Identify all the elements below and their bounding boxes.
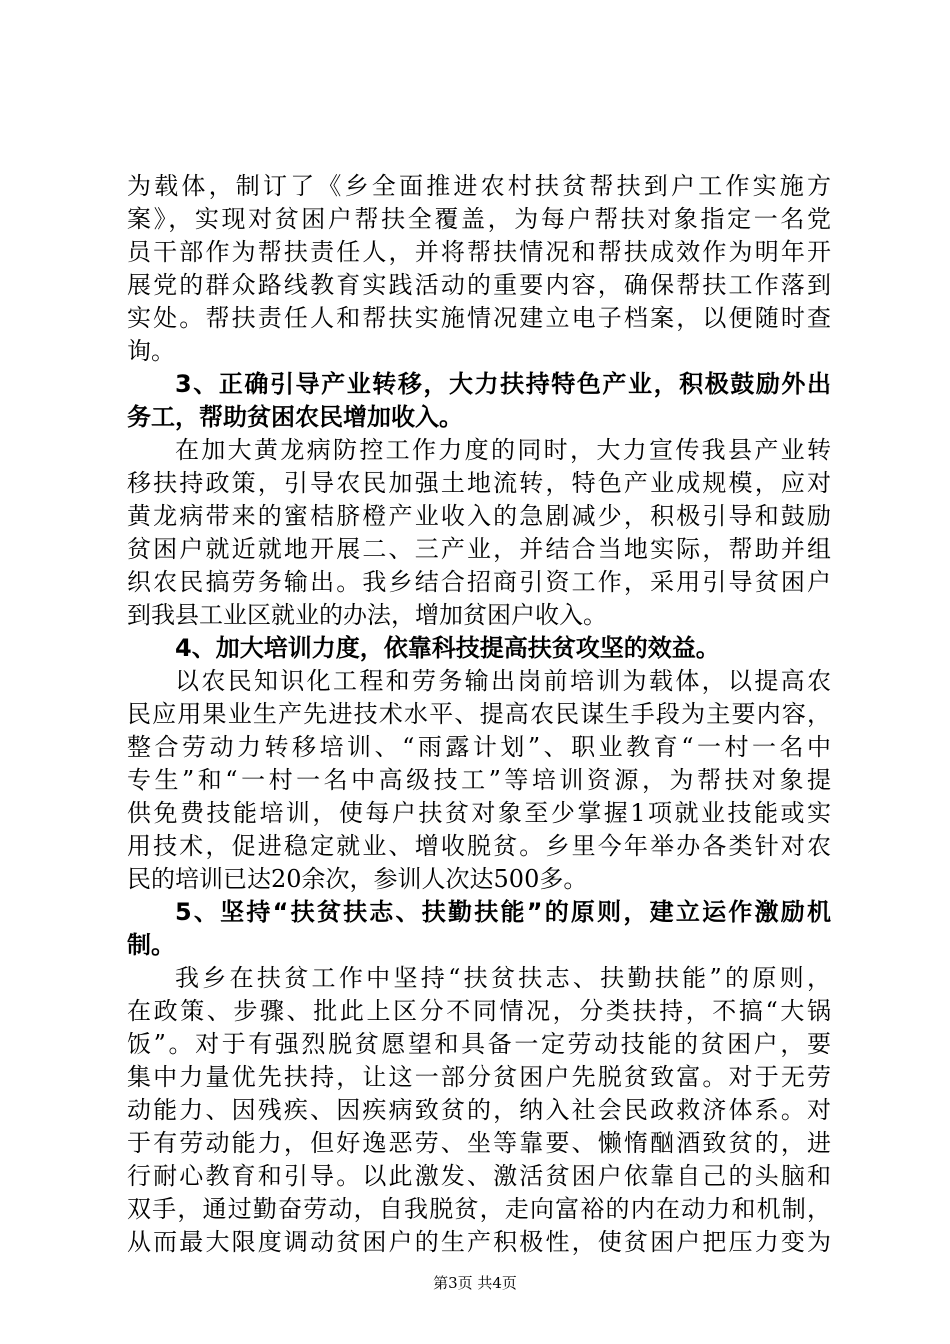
- section-heading-3-cont: 务工，帮助贫困农民增加收入。: [127, 403, 463, 431]
- body-line: 在加大黄龙病防控工作力度的同时，大力宣传我县产业转: [175, 436, 831, 464]
- page-footer: [0, 1272, 950, 1293]
- body-line: 为载体，制订了《乡全面推进农村扶贫帮扶到户工作实施方: [127, 172, 831, 200]
- body-line: 民的培训已达20余次，参训人次达500多。: [127, 865, 588, 893]
- body-line: 从而最大限度调动贫困户的生产积极性，使贫困户把压力变为: [127, 1228, 831, 1256]
- page-number-label: 第3页 共4页: [433, 1274, 517, 1292]
- body-line: 织农民搞劳务输出。我乡结合招商引资工作，采用引导贫困户: [127, 568, 831, 596]
- section-heading-3: 3、正确引导产业转移，大力扶持特色产业，积极鼓励外出: [175, 370, 831, 398]
- body-line: 询。: [127, 337, 175, 365]
- body-line: 于有劳动能力，但好逸恶劳、坐等靠要、懒惰酗酒致贫的，进: [127, 1129, 831, 1157]
- section-heading-5-cont: 制。: [127, 931, 175, 959]
- body-line: 行耐心教育和引导。以此激发、激活贫困户依靠自己的头脑和: [127, 1162, 831, 1190]
- body-line: 在政策、步骤、批此上区分不同情况，分类扶持，不搞“大锅: [127, 997, 831, 1025]
- body-line: 供免费技能培训，使每户扶贫对象至少掌握1项就业技能或实: [127, 799, 831, 827]
- body-line: 到我县工业区就业的办法，增加贫困户收入。: [127, 601, 607, 629]
- body-line: 我乡在扶贫工作中坚持“扶贫扶志、扶勤扶能”的原则，: [175, 964, 831, 992]
- body-line: 饭”。对于有强烈脱贫愿望和具备一定劳动技能的贫困户，要: [127, 1030, 831, 1058]
- section-heading-5: 5、坚持“扶贫扶志、扶勤扶能”的原则，建立运作激励机: [175, 898, 831, 926]
- body-line: 展党的群众路线教育实践活动的重要内容，确保帮扶工作落到: [127, 271, 831, 299]
- body-line: 移扶持政策，引导农民加强土地流转，特色产业成规模，应对: [127, 469, 831, 497]
- body-line: 员干部作为帮扶责任人，并将帮扶情况和帮扶成效作为明年开: [127, 238, 831, 266]
- body-line: 民应用果业生产先进技术水平、提高农民谋生手段为主要内容，: [127, 700, 831, 728]
- body-line: 整合劳动力转移培训、“雨露计划”、职业教育“一村一名中: [127, 733, 831, 761]
- body-line: 实处。帮扶责任人和帮扶实施情况建立电子档案，以便随时查: [127, 304, 831, 332]
- body-line: 双手，通过勤奋劳动，自我脱贫，走向富裕的内在动力和机制，: [127, 1195, 831, 1223]
- document-body: [127, 170, 831, 1259]
- body-line: 以农民知识化工程和劳务输出岗前培训为载体，以提高农: [175, 667, 831, 695]
- body-line: 动能力、因残疾、因疾病致贫的，纳入社会民政救济体系。对: [127, 1096, 831, 1124]
- body-line: 贫困户就近就地开展二、三产业，并结合当地实际，帮助并组: [127, 535, 831, 563]
- body-line: 集中力量优先扶持，让这一部分贫困户先脱贫致富。对于无劳: [127, 1063, 831, 1091]
- body-line: 用技术，促进稳定就业、增收脱贫。乡里今年举办各类针对农: [127, 832, 831, 860]
- body-line: 黄龙病带来的蜜桔脐橙产业收入的急剧减少，积极引导和鼓励: [127, 502, 831, 530]
- section-heading-4: 4、加大培训力度，依靠科技提高扶贫攻坚的效益。: [175, 634, 720, 662]
- body-line: 案》，实现对贫困户帮扶全覆盖，为每户帮扶对象指定一名党: [127, 205, 831, 233]
- body-line: 专生”和“一村一名中高级技工”等培训资源，为帮扶对象提: [127, 766, 831, 794]
